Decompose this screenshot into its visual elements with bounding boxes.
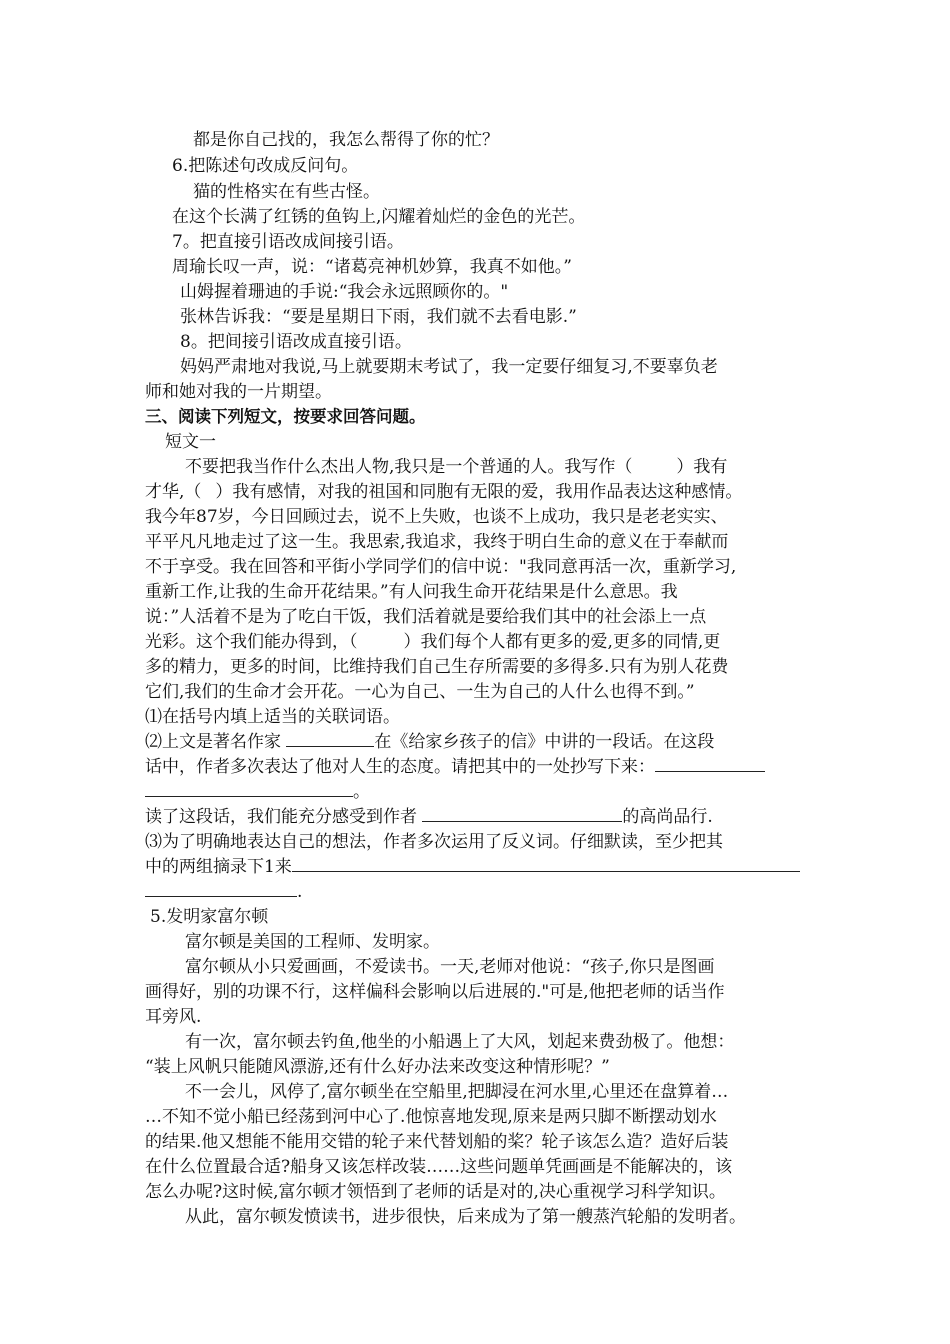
text-line: 师和她对我的一片期望。 [145, 382, 332, 402]
text-line: 张林告诉我：“要是星期日下雨，我们就不去看电影.” [180, 307, 577, 327]
text-line: 它们,我们的生命才会开花。一心为自己、一生为自己的人什么也得不到。” [145, 682, 695, 702]
text-line: 平平凡凡地走过了这一生。我思索,我追求，我终于明白生命的意义在于奉献而 [145, 532, 729, 552]
text-line [145, 480, 742, 504]
text-segment: 在《给家乡孩子的信》中讲的一段话。在这段 [374, 732, 715, 752]
text-segment: 读了这段话，我们能充分感受到作者 [145, 807, 417, 827]
text-line: 我今年87岁，今日回顾过去，说不上失败，也谈不上成功，我只是老老实实、 [145, 507, 728, 527]
text-line: 富尔顿从小只爱画画，不爱读书。一天,老师对他说：“孩子,你只是图画 [185, 957, 715, 977]
text-line: 耳旁风. [145, 1007, 202, 1027]
text-segment: 才华,（ [145, 482, 202, 502]
sub-question-1: ⑴在括号内填上适当的关联词语。 [145, 707, 400, 727]
text-segment: 中的两组摘录下1来 [145, 857, 292, 877]
text-line: 有一次，富尔顿去钓鱼,他坐的小船遇上了大风，划起来费劲极了。他想： [185, 1032, 735, 1052]
text-line [185, 455, 727, 479]
answer-blank[interactable] [145, 882, 297, 897]
text-line: 不一会儿，风停了,富尔顿坐在空船里,把脚浸在河水里,心里还在盘算着… [185, 1082, 729, 1102]
passage-1-title: 短文一 [165, 432, 216, 452]
text-segment: 光彩。这个我们能办得到，（ [145, 632, 358, 652]
text-line: 怎么办呢?这时候,富尔顿才领悟到了老师的话是对的,决心重视学习科学知识。 [145, 1182, 726, 1202]
question-6-heading: 6.把陈述句改成反问句。 [172, 156, 359, 176]
sub-question-3: ⑶为了明确地表达自己的想法，作者多次运用了反义词。仔细默读，至少把其 [145, 832, 723, 852]
sub-question-2 [145, 730, 714, 754]
text-line: 不于享受。我在回答和平街小学同学们的信中说："我同意再活一次，重新学习, [145, 557, 737, 577]
text-line: 说：”人活着不是为了吃白干饭，我们活着就是要给我们其中的社会添上一点 [145, 607, 707, 627]
text-segment: ）我有感情，对我的祖国和同胞有无限的爱，我用作品表达这种感情。 [215, 482, 743, 502]
quality-blank[interactable] [422, 807, 622, 822]
text-line: 富尔顿是美国的工程师、发明家。 [185, 932, 440, 952]
text-line: 在这个长满了红锈的鱼钩上,闪耀着灿烂的金色的光芒。 [172, 207, 586, 227]
passage-5-title: 5.发明家富尔顿 [150, 907, 269, 927]
text-line [145, 880, 302, 904]
text-segment: ）我们每个人都有更多的爱,更多的同情,更 [403, 632, 721, 652]
text-segment: 。 [353, 782, 370, 802]
answer-blank[interactable] [655, 757, 765, 772]
text-line [145, 780, 370, 804]
question-7-heading: 7。把直接引语改成间接引语。 [172, 232, 404, 252]
answer-blank[interactable] [292, 857, 800, 872]
text-segment: 不要把我当作什么杰出人物,我只是一个普通的人。我写作（ [185, 457, 633, 477]
text-line: 周瑜长叹一声，说：“诸葛亮神机妙算，我真不如他。” [172, 257, 572, 277]
text-line: 山姆握着珊迪的手说:“我会永远照顾你的。" [180, 282, 509, 302]
answer-blank[interactable] [145, 782, 353, 797]
text-line: 妈妈严肃地对我说,马上就要期末考试了，我一定要仔细复习,不要辜负老 [180, 357, 718, 377]
author-blank[interactable] [286, 732, 374, 747]
text-line: 猫的性格实在有些古怪。 [193, 182, 380, 202]
text-line [145, 630, 720, 654]
question-8-heading: 8。把间接引语改成直接引语。 [180, 332, 412, 352]
text-line [145, 755, 765, 779]
text-line [145, 805, 713, 829]
text-segment: . [297, 882, 303, 902]
text-line: 多的精力，更多的时间，比维持我们自己生存所需要的多得多.只有为别人花费 [145, 657, 729, 677]
text-line [145, 855, 800, 879]
text-line: 的结果.他又想能不能用交错的轮子来代替划船的桨？轮子该怎么造？造好后装 [145, 1132, 729, 1152]
text-line: …不知不觉小船已经荡到河中心了.他惊喜地发现,原来是两只脚不断摆动划水 [145, 1107, 717, 1127]
text-segment: ⑵上文是著名作家 [145, 732, 281, 752]
section-3-heading: 三、阅读下列短文，按要求回答问题。 [145, 407, 426, 426]
text-line: 都是你自己找的，我怎么帮得了你的忙？ [193, 130, 499, 150]
text-segment: 的高尚品行. [622, 807, 713, 827]
text-line: 在什么位置最合适?船身又该怎样改装……这些问题单凭画画是不能解决的，该 [145, 1157, 733, 1177]
text-line: 画得好，别的功课不行，这样偏科会影响以后进展的."可是,他把老师的话当作 [145, 982, 725, 1002]
text-segment: 话中，作者多次表达了他对人生的态度。请把其中的一处抄写下来： [145, 757, 655, 777]
text-line: 从此，富尔顿发愤读书，进步很快，后来成为了第一艘蒸汽轮船的发明者。 [185, 1207, 746, 1227]
text-line: “装上风帆只能随风漂游,还有什么好办法来改变这种情形呢？” [145, 1057, 610, 1077]
text-line: 重新工作,让我的生命开花结果。”有人问我生命开花结果是什么意思。我 [145, 582, 678, 602]
text-segment: ）我有 [676, 457, 728, 477]
